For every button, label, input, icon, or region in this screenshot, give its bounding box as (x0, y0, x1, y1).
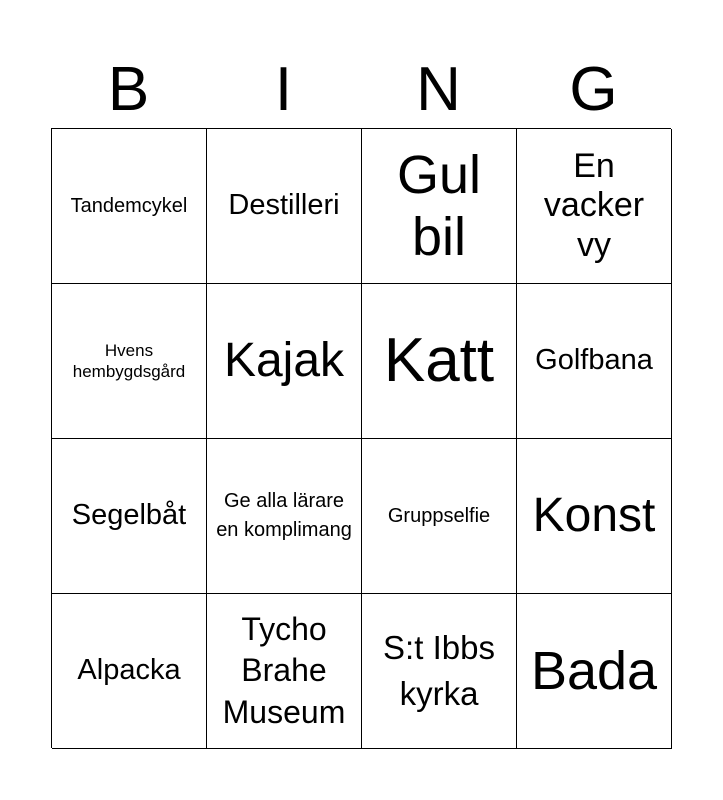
cell-label: Gul bil (396, 144, 482, 267)
cell-label: Katt (383, 326, 495, 396)
bingo-cell[interactable] (52, 129, 207, 284)
bingo-cell[interactable] (52, 594, 207, 749)
cell-label: Kajak (223, 334, 345, 388)
cell-label: Ge alla lärare en komplimang (216, 490, 352, 541)
cell-label: Alpacka (77, 654, 181, 687)
cell-label: Konst (532, 489, 656, 543)
cell-label: Tandemcykel (70, 194, 188, 217)
header-letter-b: B (107, 55, 150, 124)
cell-label: Gruppselfie (387, 504, 491, 527)
bingo-cell[interactable] (362, 439, 517, 594)
cell-label: S:t Ibbs kyrka (383, 628, 495, 712)
bingo-cell[interactable] (207, 284, 362, 439)
cell-label: Golfbana (535, 344, 653, 377)
header-letter-n: N (416, 55, 461, 124)
bingo-cell[interactable] (52, 439, 207, 594)
bingo-cell[interactable] (207, 439, 362, 594)
bingo-cell[interactable] (517, 594, 672, 749)
bingo-cell[interactable] (52, 284, 207, 439)
bingo-grid (51, 128, 671, 748)
bingo-cell[interactable] (517, 439, 672, 594)
bingo-cell[interactable] (362, 129, 517, 284)
cell-label: Hvens hembygdsgård (72, 340, 186, 381)
bingo-cell[interactable] (207, 129, 362, 284)
bingo-cell[interactable] (362, 594, 517, 749)
header-letter-i: I (274, 55, 293, 124)
bingo-cell[interactable] (517, 129, 672, 284)
cell-label: En vacker vy (543, 147, 645, 264)
bingo-cell[interactable] (517, 284, 672, 439)
cell-label: Segelbåt (71, 499, 187, 532)
cell-label: Bada (530, 640, 658, 701)
cell-label: Tycho Brahe Museum (222, 610, 346, 730)
header-letter-g: G (569, 55, 618, 124)
cell-label: Destilleri (228, 189, 340, 222)
bingo-cell[interactable] (207, 594, 362, 749)
bingo-cell[interactable] (362, 284, 517, 439)
bingo-header (51, 52, 671, 128)
